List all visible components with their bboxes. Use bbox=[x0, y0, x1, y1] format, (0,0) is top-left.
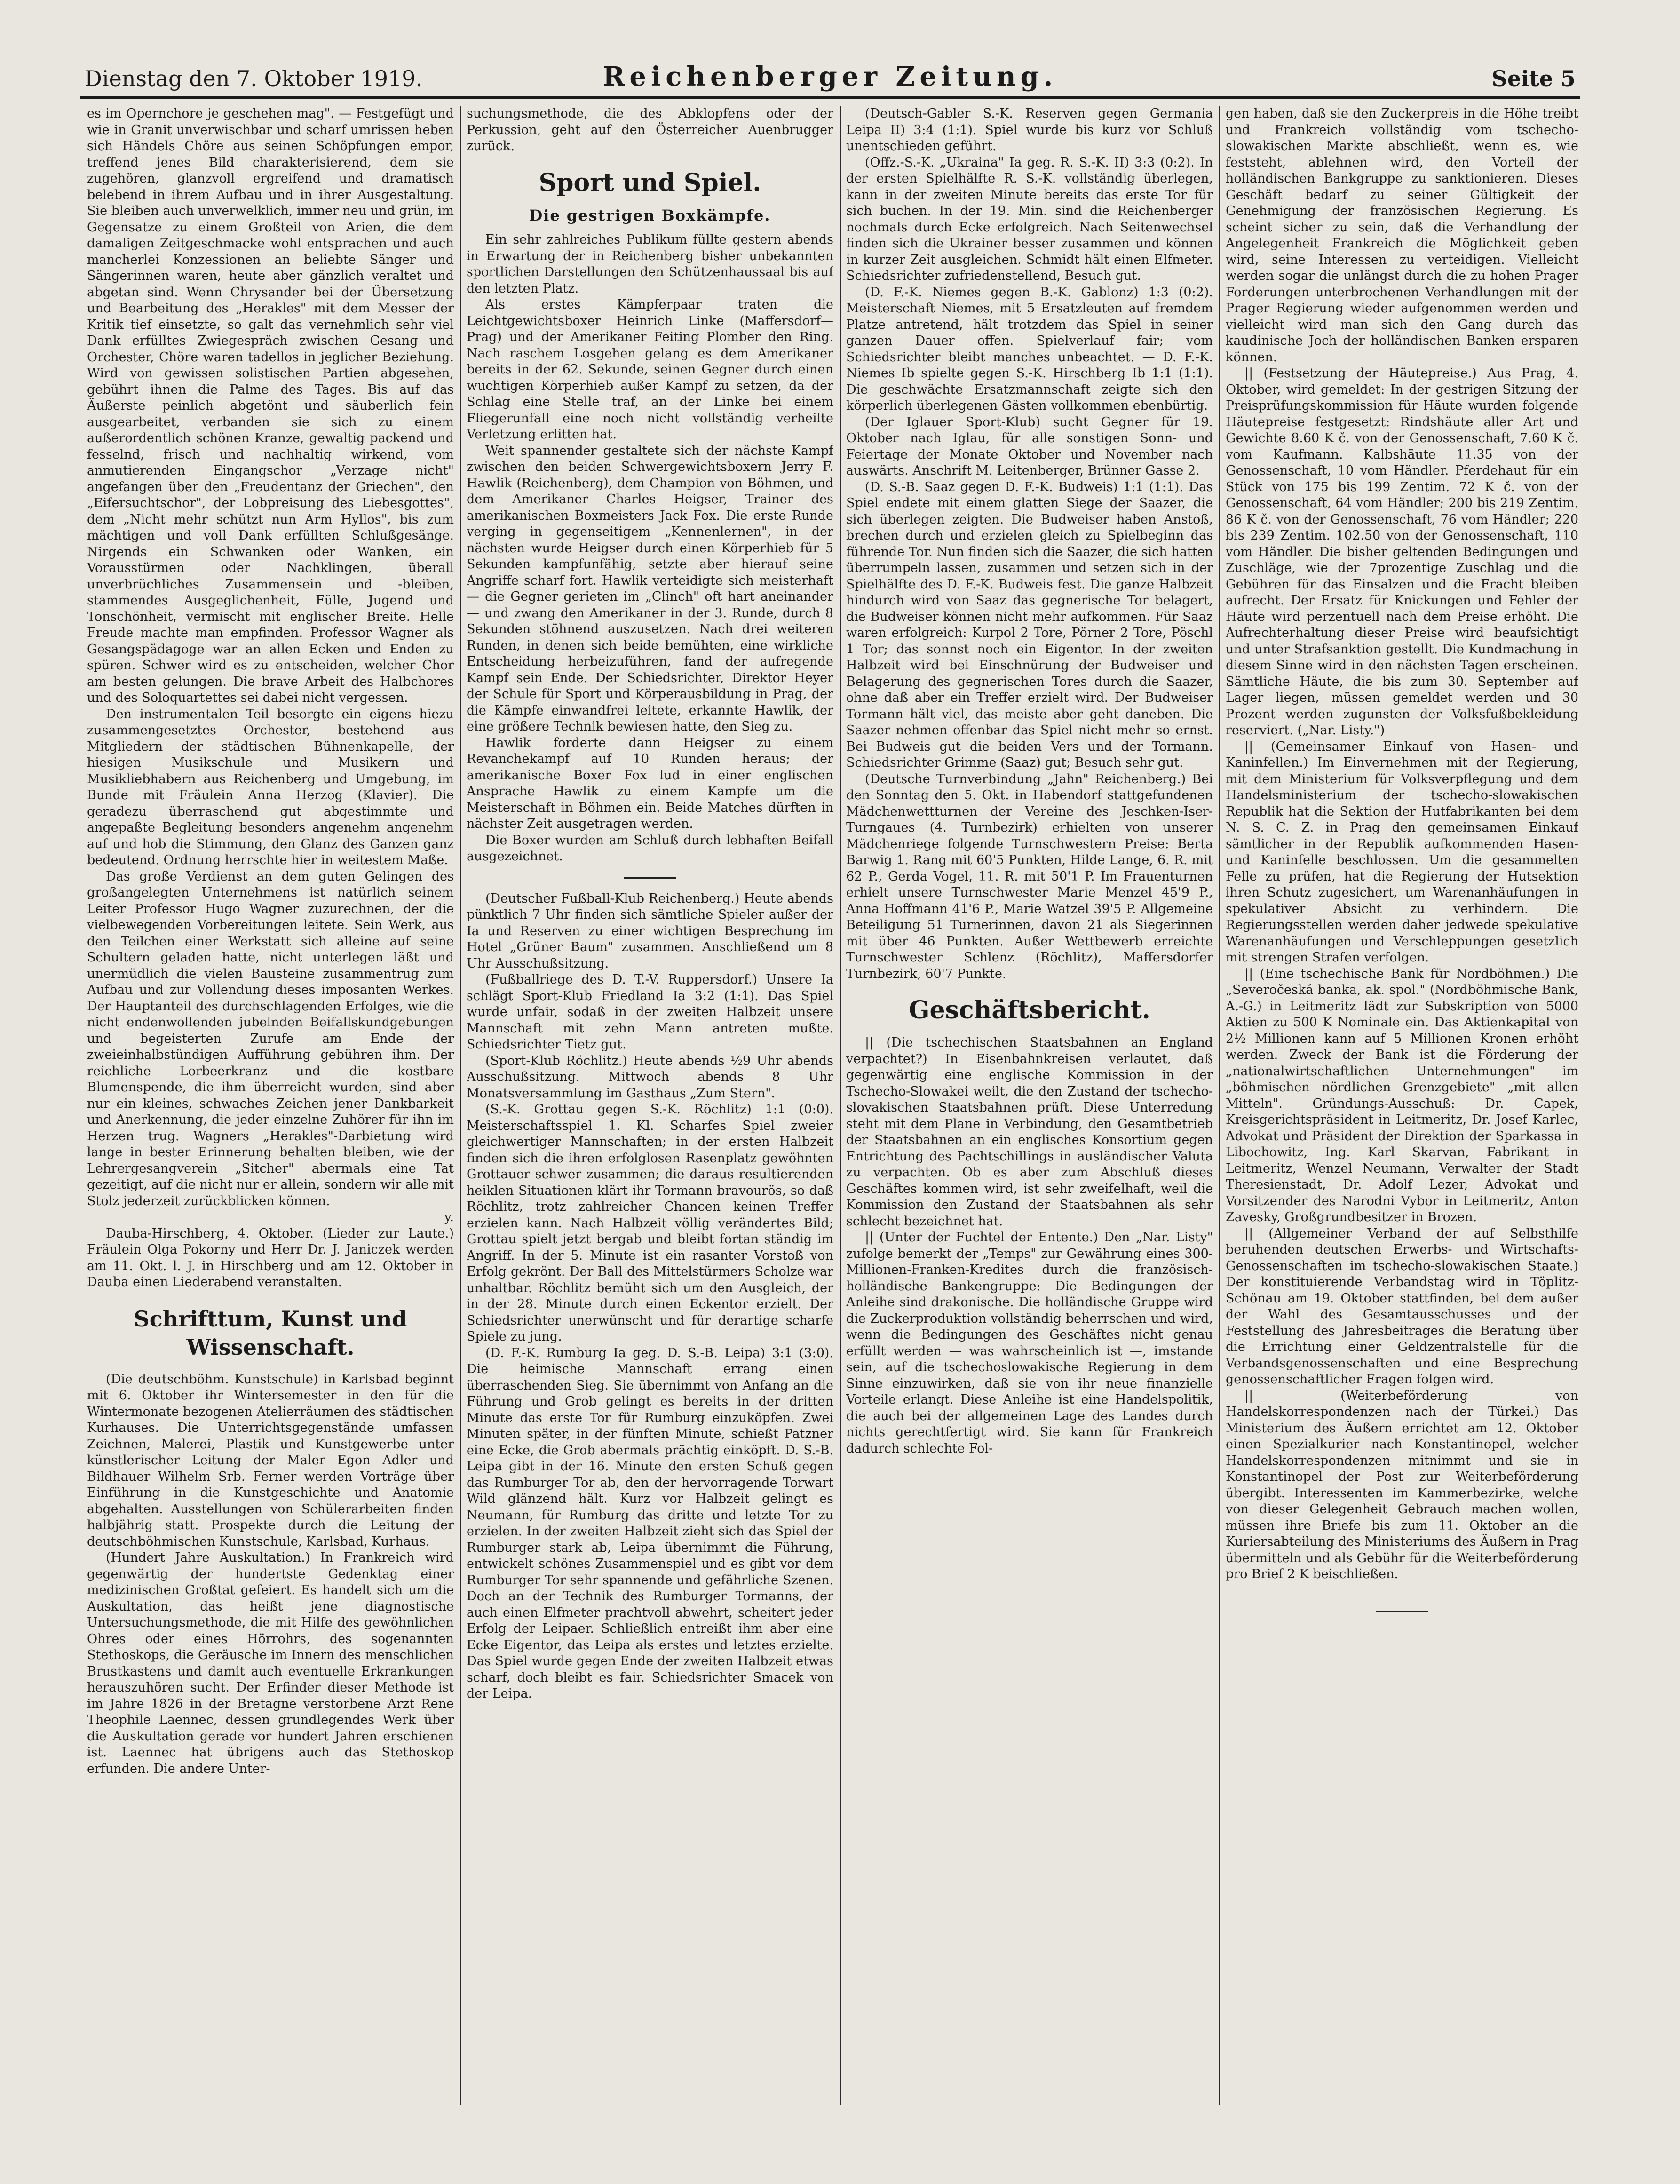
article-text: || (Allgemeiner Verband der auf Selbsthilfe beruhenden deutschen Erwerbs- und Wirtschafts-Genossenschaften im tschecho-slowakischen Staate.) Der konstituierende Verbandstag wird in Töplitz-Schönau am 19. Oktober stattfinden, bei dem außer der Wahl des Gesamtausschusses und der Feststellung des Jahresbeitrages die Beratung über die Errichtung einer Geldzentralstelle für die Verbandsgenossenschaften und eine Besprechung genossenschaftlicher Fragen folgen wird. bbox=[1226, 1226, 1578, 1387]
subheading-boxkaempfe: Die gestrigen Boxkämpfe. bbox=[529, 206, 771, 224]
signature: y. bbox=[444, 1210, 454, 1224]
article-text: Als erstes Kämpferpaar traten die Leichtgewichtsboxer Heinrich Linke (Maffersdorf—Prag) und der Amerikaner Feiting Plomber den Ring. Nach raschem Losgehen gelang es dem Amerikaner bereits in der 62. Sekunde, seinen Gegner durch einen wuchtigen Körperhieb außer Kampf zu setzen, da der Schlag eine Stelle traf, an der Linke bei einem Fliegerunfall eine noch nicht vollständig verheilte Verletzung erlitten hat. bbox=[467, 297, 833, 442]
article-text: gen haben, daß sie den Zuckerpreis in die Höhe treibt und Frankreich vollständig vom tschecho-slowakischen Markte abschließt, wenn es, wie feststeht, ablehnen wird, den Vorteil der holländischen Bankgruppe zu sanktionieren. Dieses Geschäft bedarf zu seiner Gültigkeit der Genehmigung der französischen Regierung. Es scheint sicher zu sein, daß die Verhandlung der Angelegenheit Frankreich die Möglichkeit geben wird, seine Interessen zu verteidigen. Vielleicht werden sogar die unlängst durch die zu hohen Prager Forderungen unterbrochenen Verhandlungen mit der Prager Regierung wieder aufgenommen werden und vielleicht wird man sich den Gang durch das kaudinische Joch der holländischen Banken ersparen können. bbox=[1226, 106, 1578, 365]
article-text: (Deutsche Turnverbindung „Jahn" Reichenberg.) Bei den Sonntag den 5. Okt. in Habendorf stattgefundenen Mädchenwettturnen der Vereine des Jeschken-Iser-Turngaues (4. Turnbezirk) erhielten von unserer Mädchenriege folgende Turnschwestern Preise: Berta Barwig 1. Rang mit 60'5 Punkten, Hilde Lange, 6. R. mit 62 P., Gerda Vogel, 11. R. mit 50'1 P. Im Frauenturnen erhielt unsere Turnschwester Marie Menzel 45'9 P., Anna Hoffmann 41'6 P., Marie Watzel 39'5 P. Allgemeine Beteiligung 51 Turnerinnen, davon 21 als Siegerinnen mit über 46 Punkten. Außer Wettbewerb erreichte Turnschwester Schlenz (Röchlitz), Maffersdorfer Turnbezirk, 60'7 Punkte. bbox=[846, 771, 1213, 981]
article-text: || (Festsetzung der Häutepreise.) Aus Prag, 4. Oktober, wird gemeldet: In der gestrigen Sitzung der Preisprüfungskommission für Häute wurden folgende Häutepreise festgesetzt: Rindshäute aller Art und Gewichte 8.60 K č. von der Genossenschaft, 7.60 K č. vom Kaufmann. Kalbshäute 11.35 von der Genossenschaft, 10 vom Händler. Pferdehaut für ein Stück von 175 bis 199 Zentim. 72 K č. von der Genossenschaft, 64 vom Händler; 200 bis 219 Zentim. 86 K č. von der Genossenschaft, 76 vom Händler; 220 bis 239 Zentim. 102.50 von der Genossenschaft, 110 vom Händler. Die bisher geltenden Bedingungen und Zuschläge, wie der 7prozentige Zuschlag und die Gebühren für das Einsalzen und die Fracht bleiben aufrecht. Der Ersatz für Knickungen und Fehler der Häute wird perzentuell nach dem Preise erhöht. Die Aufrechterhaltung dieser Preise wird beaufsichtigt und unter Strafsanktion gestellt. Die Kundmachung in diesem Sinne wird in den nächsten Tagen erscheinen. Sämtliche Häute, die bis zum 30. September auf Lager liegen, müssen gemeldet werden und 30 Prozent werden zugunsten der Volksfußbekleidung reserviert. („Nar. Listy.") bbox=[1226, 366, 1578, 738]
column-4 bbox=[1226, 106, 1578, 2119]
separator bbox=[624, 877, 676, 879]
top-rule bbox=[80, 96, 1580, 99]
article-text: (D. S.-B. Saaz gegen D. F.-K. Budweis) 1:1 (1:1). Das Spiel endete mit einem glatten Siege der Saazer, die sich überlegen zeigten. Die Budweiser haben Anstoß, brechen durch und erzielen gleich zu Spielbeginn das führende Tor. Nun finden sich die Saazer, die sich hatten überrumpeln lassen, zusammen und setzen sich in der Spielhälfte des D. F.-K. Budweis fest. Die ganze Halbzeit hindurch wird von Saaz das gegnerische Tor belagert, die Budweiser können nicht mehr aufkommen. Für Saaz waren erfolgreich: Kurpol 2 Tore, Pörner 2 Tore, Pöschl 1 Tor; das sonnst noch ein Eigentor. In der zweiten Halbzeit wird bei Einschnürung der Budweiser und Belagerung des gegnerischen Tores durch die Saazer, ohne daß aber ein Treffer erzielt wird. Der Budweiser Tormann hält viel, das meiste aber geht daneben. Die Saazer nehmen offenbar das Spiel nicht mehr so ernst. Bei Budweis gut die beiden Vers und der Tormann. Schiedsrichter Grimme (Saaz) gut; Besuch sehr gut. bbox=[846, 479, 1213, 770]
article-text: (Die deutschböhm. Kunstschule) in Karlsbad beginnt mit 6. Oktober ihr Wintersemester in den für die Wintermonate bezogenen Atelierräumen des städtischen Kurhauses. Die Unterrichtsgegenstände umfassen Zeichnen, Malerei, Plastik und Kunstgewerbe unter künstlerischer Leitung der Maler Egon Adler und Bildhauer Wilhelm Srb. Ferner werden Vorträge über Einführung in die Kunstgeschichte und Anatomie abgehalten. Ausstellungen von Schülerarbeiten finden halbjährig statt. Prospekte durch die Leitung der deutschböhmischen Kunstschule, Karlsbad, Kurhaus. bbox=[87, 1372, 454, 1549]
article-text: Den instrumentalen Teil besorgte ein eigens hiezu zusammengesetztes Orchester, bestehend aus Mitgliedern der städtischen Bühnenkapelle, der hiesigen Musikschule und Musikern und Musikliebhabern aus Reichenberg und Umgebung, im Bunde mit Fräulein Anna Herzog (Klavier). Die geradezu überraschend gut abgestimmte und angepaßte Begleitung besonders angenehm angenehm auf und hob die Stimmung, den Glanz des Ganzen ganz bedeutend. Ordnung herrschte hier in weitestem Maße. bbox=[87, 707, 454, 867]
article-text: Dauba-Hirschberg, 4. Oktober. (Lieder zur Laute.) Fräulein Olga Pokorny und Herr Dr. J. Janiczek werden am 11. Okt. l. J. in Hirschberg und am 12. Oktober in Dauba einen Liederabend veranstalten. bbox=[87, 1226, 454, 1289]
article-text: es im Opernchore je geschehen mag". — Festgefügt und wie in Granit unverwischbar und scharf umrissen heben sich Händels Chöre aus seinen Schöpfungen empor, treffend jenes Bild charakterisierend, dem sie zugehören, glanzvoll ergreifend und dramatisch belebend in ihrem Aufbau und in ihrer Ausgestaltung. Sie bleiben auch unverwelklich, immer neu und grün, im Gegensatze zu einem Großteil von Arien, die dem damaligen Zeitgeschmacke wohl entsprachen und auch mancherlei Konzessionen an beliebte Sänger und Sängerinnen waren, heute aber gänzlich veraltet und abgetan sind. Wenn Chrysander bei der Übersetzung und Bearbeitung des „Herakles" mit dem Messer der Kritik tief einsetzte, so galt das vernehmlich sehr viel Dank erfülltes Zwiegespräch zwischen Gesang und Orchester, Chöre waren tadellos in jeglicher Beziehung. Wird von gewissen solistischen Partien abgesehen, gebührt ihnen die Palme des Tages. Bis auf das Äußerste peinlich abgetönt und säuberlich fein ausgearbeitet, verbanden sie sich zu einem außerordentlich schönen Kranze, gewaltig packend und fesselnd, frisch und nachhaltig wirkend, vom anmutierenden Eingangschor „Verzage nicht" angefangen über den „Freudentanz der Griechen", den „Eifersuchtschor", der Lobpreisung des Liebesgottes", dem „Nicht mehr schützt nun Arm Hyllos", bis zum mächtigen und voll Dank erfüllten Schlußgesänge. Nirgends ein Schwanken oder Wanken, ein Vorausstürmen oder Nachklingen, überall unverbrüchliches Zusammensein und -bleiben, stammendes Ausgeglichenheit, Fülle, Jugend und Tonschönheit, vermischt mit englischer Breite. Helle Freude machte man empfinden. Professor Wagner als Gesangspädagoge war an allen Ecken und Enden zu spüren. Schwer wird es zu entscheiden, welcher Chor am besten gelungen. Die brave Arbeit des Halbchores und des Soloquartettes sei dabei nicht vergessen. bbox=[87, 106, 454, 705]
article-text: Das große Verdienst an dem guten Gelingen des großangelegten Unternehmens ist natürlich seinem Leiter Professor Hugo Wagner zuzurechnen, der die vielbewegenden Vorbereitungen leitete. Sein Werk, aus den Teilchen einer Werkstatt sich alleine auf seine Schultern geladen hatte, nicht unterlegen läßt und unermüdlich die vielen Bausteine zusammentrug zum Aufbau und zur Vollendung dieses imposanten Werkes. Der Hauptanteil des durchschlagenden Erfolges, wie die nicht endenwollenden jubelnden Beifallskundgebungen und begeisterten Zurufe am Ende der zweieinhalbstündigen Aufführung gebühren ihm. Der reichliche Lorbeerkranz und die kostbare Blumenspende, die ihm überreicht wurden, sind aber nur ein kleines, schwaches Zeichen jener Dankbarkeit und Anerkennung, die jeder einzelne Zuhörer für ihn im Herzen trug. Wagners „Herakles"-Darbietung wird lange in bester Erinnerung behalten bleiben, wie der Lehrergesangverein „Sitcher" abermals eine Tat gezeitigt, auf die nicht nur er allein, sondern wir alle mit Stolz jederzeit zurückblicken können. bbox=[87, 869, 454, 1208]
column-2 bbox=[467, 106, 833, 2119]
column-rule bbox=[460, 106, 461, 2105]
masthead bbox=[85, 56, 1576, 108]
column-3 bbox=[846, 106, 1213, 2119]
section-heading-schrifttum: Schrifttum, Kunst und Wissenschaft. bbox=[134, 1306, 407, 1360]
issue-date: Dienstag den 7. Oktober 1919. bbox=[85, 66, 423, 91]
article-text: Hawlik forderte dann Heigser zu einem Revanchekampf auf 10 Runden heraus; der amerikanische Boxer Fox lud in einer englischen Ansprache Hawlik zu einem Kampfe um die Meisterschaft in Böhmen ein. Beide Matches dürften in nächster Zeit ausgetragen werden. bbox=[467, 735, 833, 831]
newspaper-title: Reichenberger Zeitung. bbox=[602, 61, 1058, 92]
article-text: Ein sehr zahlreiches Publikum füllte gestern abends in Erwartung der in Reichenberg bisher unbekannten sportlichen Darstellungen den Schützenhaussaal bis auf den letzten Platz. bbox=[467, 232, 833, 296]
article-text: || (Eine tschechische Bank für Nordböhmen.) Die „Severočeská banka, ak. spol." (Nordböhmische Bank, A.-G.) in Leitmeritz lädt zur Subskription von 5000 Aktien zu 500 K Nominale ein. Das Aktienkapital von 2½ Millionen kann auf 5 Millionen Kronen erhöht werden. Zweck der Bank ist die Förderung der „nationalwirtschaftlichen Unternehmungen" im „böhmischen nördlichen Grenzgebiete" „mit allen Mitteln". Gründungs-Ausschuß: Dr. Capek, Kreisgerichtspräsident in Leitmeritz, Dr. Josef Karlec, Advokat und Präsident der Direktion der Sparkassa in Libochowitz, Ing. Karl Skarvan, Fabrikant in Leitmeritz, Wenzel Neumann, Verwalter der Stadt Theresienstadt, Dr. Adolf Lezer, Advokat und Vorsitzender des Narodni Vybor in Leitmeritz, Anton Zavesky, Großgrundbesitzer in Brozen. bbox=[1226, 966, 1578, 1224]
article-text: (Fußballriege des D. T.-V. Ruppersdorf.) Unsere Ia schlägt Sport-Klub Friedland Ia 3:2 (1:1). Das Spiel wurde unfair, sodaß in der zweiten Halbzeit unsere Mannschaft mit zehn Mann antreten mußte. Schiedsrichter Tietz gut. bbox=[467, 972, 833, 1052]
article-text: suchungsmethode, die des Abklopfens oder der Perkussion, geht auf den Österreicher Auenbrugger zurück. bbox=[467, 106, 833, 153]
article-text: (Offz.-S.-K. „Ukraina" Ia geg. R. S.-K. II) 3:3 (0:2). In der ersten Spielhälfte R. S.-K. vollständig überlegen, kann in der zweiten Minute bereits das erste Tor für sich buchen. In der 19. Min. sind die Reichenberger nochmals durch Ecke erfolgreich. Nach Seitenwechsel finden sich die Ukrainer besser zusammen und können in kurzer Zeit ausgleichen. Schmidt hält einen Elfmeter. Schiedsrichter zufriedenstellend, Besuch gut. bbox=[846, 155, 1213, 283]
article-text: || (Unter der Fuchtel der Entente.) Den „Nar. Listy" zufolge bemerkt der „Temps" zur Gewährung eines 300-Millionen-Franken-Kredites durch die französisch-holländische Bankengruppe: Die Bedingungen der Anleihe sind drakonische. Die holländische Gruppe wird die Zuckerproduktion vollständig beherrschen und wird, wenn die Bedingungen des Geschäftes nicht genau erfüllt werden — was wahrscheinlich ist —, imstande sein, auf die tschechoslowakische Regierung in dem Sinne einzuwirken, daß sie von ihr neue finanzielle Vorteile erlangt. Diese Anleihe ist eine Handelspolitik, die auch bei der allgemeinen Lage des Landes durch nichts gerechtfertigt wird. Sie kann für Frankreich dadurch schlechte Fol- bbox=[846, 1230, 1213, 1456]
article-text: Weit spannender gestaltete sich der nächste Kampf zwischen den beiden Schwergewichtsboxern Jerry F. Hawlik (Reichenberg), dem Champion von Böhmen, und dem Amerikaner Charles Heigser, Trainer des amerikanischen Boxmeisters Jack Fox. Die erste Runde verging in gegenseitigem „Kennenlernen", in der nächsten wurde Heigser durch einen Körperhieb für 5 Sekunden kampfunfähig, setzte aber hierauf seine Angriffe scharf fort. Hawlik verteidigte sich meisterhaft — die Gegner gerieten im „Clinch" oft hart aneinander — und zwang den Amerikaner in der 3. Runde, durch 8 Sekunden stöhnend auszusetzen. Nach drei weiteren Runden, in denen sich beide bemühten, eine wirkliche Entscheidung herbeizuführen, fand der aufregende Kampf sein Ende. Der Schiedsrichter, Direktor Heyer der Schule für Sport und Körperausbildung in Prag, der die Kämpfe einwandfrei leitete, erkannte Hawlik, der eine größere Technik bewiesen hatte, den Sieg zu. bbox=[467, 443, 833, 734]
page-number: Seite 5 bbox=[1491, 66, 1576, 91]
article-text: (Deutscher Fußball-Klub Reichenberg.) Heute abends pünktlich 7 Uhr finden sich sämtliche Spieler außer der Ia und Reserven zu einer wichtigen Besprechung im Hotel „Grüner Baum" zusammen. Anschließend um 8 Uhr Ausschußsitzung. bbox=[467, 891, 833, 971]
article-text: || (Gemeinsamer Einkauf von Hasen- und Kaninfellen.) Im Einvernehmen mit der Regierung, mit dem Ministerium für Volksverpflegung und dem Handelsministerium der tschecho-slowakischen Republik hat die Sektion der Hutfabrikanten bei dem N. S. C. Z. in Prag den gemeinsamen Einkauf sämtlicher in der Republik aufkommenden Hasen- und Kaninfelle beschlossen. Um die gesammelten Felle zu prüfen, hat die Regierung der Hutsektion ihren Schutz zugesichert, um Warenanhäufungen in spekulativer Absicht zu verhindern. Die Regierungsstellen werden daher jedwede spekulative Warenanhäufungen und Verschleppungen gesetzlich mit strengen Strafen verfolgen. bbox=[1226, 739, 1578, 965]
separator bbox=[1376, 1611, 1428, 1612]
article-text: || (Weiterbeförderung von Handelskorrespondenzen nach der Türkei.) Das Ministerium des Äußern errichtet am 12. Oktober einen Spezialkurier nach Konstantinopel, welcher Handelskorrespondenzen mitnimmt und sie in Konstantinopel der Post zur Weiterbeförderung übergibt. Interessenten im Kammerbezirke, welche von dieser Gelegenheit Gebrauch machen wollen, müssen ihre Briefe bis zum 11. Oktober an die Kuriersabteilung des Ministeriums des Äußern in Prag übermitteln und als Gebühr für die Weiterbeförderung pro Brief 2 K beischließen. bbox=[1226, 1388, 1578, 1581]
article-text: (Sport-Klub Röchlitz.) Heute abends ½9 Uhr abends Ausschußsitzung. Mittwoch abends 8 Uhr Monatsversammlung im Gasthaus „Zum Stern". bbox=[467, 1053, 833, 1101]
article-text: (D. F.-K. Rumburg Ia geg. D. S.-B. Leipa) 3:1 (3:0). Die heimische Mannschaft errang einen überraschenden Sieg. Sie übernimmt von Anfang an die Führung und Grob gelingt es bereits in der dritten Minute das erste Tor für Rumburg einzuköpfen. Zwei Minuten später, in der fünften Minute, schießt Patzner eine Ecke, die Grob abermals prächtig einköpft. D. S.-B. Leipa gibt in der 16. Minute den ersten Schuß gegen das Rumburger Tor ab, den der hervorragende Torwart Wild glänzend hält. Kurz vor Halbzeit gelingt es Neumann, für Rumburg das dritte und letzte Tor zu erzielen. In der zweiten Halbzeit zieht sich das Spiel der Rumburger stark ab, Leipa übernimmt die Führung, entwickelt schönes Zusammenspiel und es gibt vor dem Rumburger Tor sehr spannende und gefährliche Szenen. Doch an der Technik des Rumburger Tormanns, der auch einen Elfmeter prachtvoll abwehrt, scheitert jeder Erfolg der Leipaer. Schließlich entreißt ihm aber eine Ecke Eigentor, das Leipa als erstes und letztes erzielte. Das Spiel wurde gegen Ende der zweiten Halbzeit etwas scharf, doch bleibt es fair. Schiedsrichter Smacek von der Leipa. bbox=[467, 1345, 833, 1701]
article-text: (Deutsch-Gabler S.-K. Reserven gegen Germania Leipa II) 3:4 (1:1). Spiel wurde bis kurz vor Schluß unentschieden geführt. bbox=[846, 106, 1213, 153]
article-text: (S.-K. Grottau gegen S.-K. Röchlitz) 1:1 (0:0). Meisterschaftsspiel 1. Kl. Scharfes Spiel zweier gleichwertiger Mannschaften; in der ersten Halbzeit finden sich die ihren erfolglosen Rasenplatz gewöhnten Grottauer schwer zusammen; die daraus resultierenden heiklen Situationen klärt ihr Tormann bravourös, so daß Röchlitz, trotz zahlreicher Chancen keinen Treffer erzielen kann. Nach Halbzeit völlig verändertes Bild; Grottau spielt jetzt bergab und bleibt fortan ständig im Angriff. In der 5. Minute ist ein rasanter Vorstoß von Erfolg gekrönt. Der Ball des Mittelstürmers Scholze war unhaltbar. Röchlitz bemüht sich um den Ausgleich, der in der 28. Minute durch einen Eckentor erzielt. Der Schiedsrichter unerwünscht und für derartige scharfe Spiele zu jung. bbox=[467, 1102, 833, 1344]
section-heading-geschaeftsbericht: Geschäftsbericht. bbox=[909, 996, 1150, 1024]
article-text: Die Boxer wurden am Schluß durch lebhaften Beifall ausgezeichnet. bbox=[467, 833, 833, 864]
section-heading-sport: Sport und Spiel. bbox=[539, 168, 761, 197]
article-text: || (Die tschechischen Staatsbahnen an England verpachtet?) In Eisenbahnkreisen verlautet, daß gegenwärtig eine englische Kommission in der Tschecho-Slowakei weilt, die den Zustand der tschecho-slovakischen Staatsbahnen prüft. Diese Unterredung steht mit dem Plane in Verbindung, den Gesamtbetrieb der Staatsbahnen an ein englisches Konsortium gegen Entrichtung des Pachtschillings in ausländischer Valuta zu verpachten. Ob es aber zum Abschluß dieses Geschäftes kommen wird, ist sehr zweifelhaft, weil die Kommission den Zustand der Staatsbahnen als sehr schlecht bezeichnet hat. bbox=[846, 1035, 1213, 1229]
article-text: (D. F.-K. Niemes gegen B.-K. Gablonz) 1:3 (0:2). Meisterschaft Niemes, mit 5 Ersatzleuten auf fremdem Platze antretend, hält trotzdem das Spiel in seiner ganzen Dauer offen. Spielverlauf fair; vom Schiedsrichter bleibt manches unbeachtet. — D. F.-K. Niemes Ib spielte gegen S.-K. Hirschberg Ib 1:1 (1:1). Die geschwächte Ersatzmannschaft zeigte sich den körperlich überlegenen Gästen vollkommen ebenbürtig. bbox=[846, 285, 1213, 413]
article-text: (Hundert Jahre Auskultation.) In Frankreich wird gegenwärtig der hundertste Gedenktag einer medizinischen Großtat gefeiert. Es handelt sich um die Auskultation, das heißt jene diagnostische Untersuchungsmethode, die mit Hilfe des gewöhnlichen Ohres oder eines Hörrohrs, des sogenannten Stethoskops, die Geräusche im Innern des menschlichen Brustkastens und damit auch eventuelle Erkrankungen herauszuhören sucht. Der Erfinder dieser Methode ist im Jahre 1826 in der Bretagne verstorbene Arzt Rene Theophile Laennec, dessen grundlegendes Werk über die Auskultation gerade vor hundert Jahren erschienen ist. Laennec hat übrigens auch das Stethoskop erfunden. Die andere Unter- bbox=[87, 1550, 454, 1776]
article-text: (Der Iglauer Sport-Klub) sucht Gegner für 19. Oktober nach Iglau, für alle sonstigen Sonn- und Feiertage der Monate Oktober und November nach auswärts. Anschrift M. Leitenberger, Brünner Gasse 2. bbox=[846, 414, 1213, 478]
column-rule bbox=[1219, 106, 1220, 2105]
column-1 bbox=[87, 106, 454, 2119]
column-rule bbox=[840, 106, 841, 2105]
